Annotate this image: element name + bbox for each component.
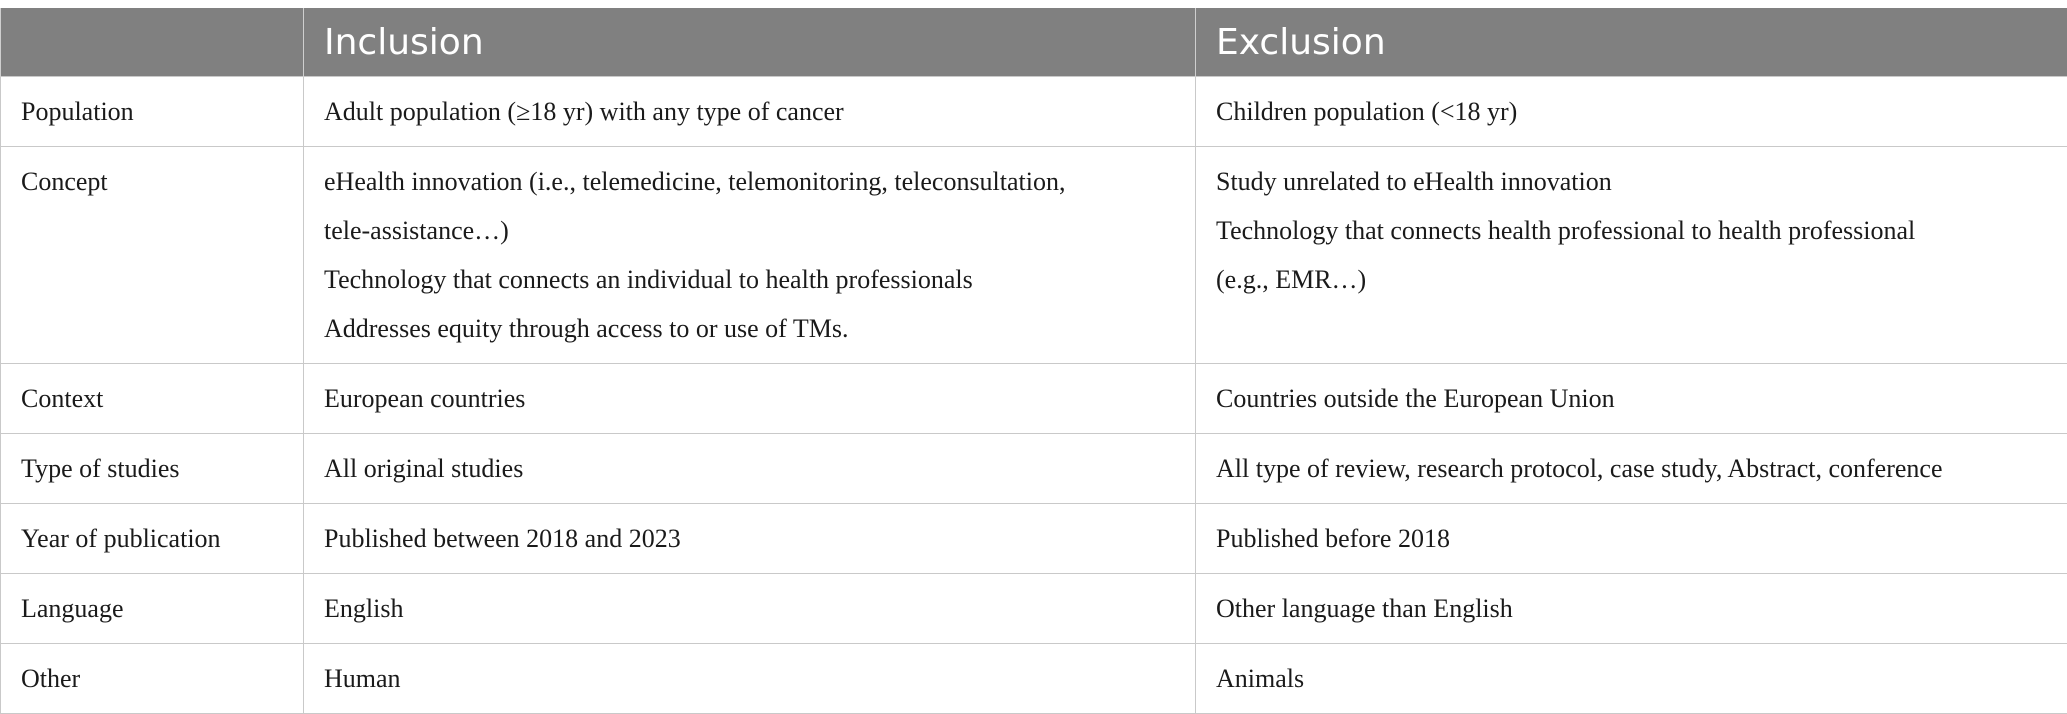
exclusion-text: Children population (<18 yr) — [1216, 87, 2047, 136]
row-label: Type of studies — [1, 434, 304, 504]
inclusion-cell — [304, 77, 1196, 147]
row-label: Population — [1, 77, 304, 147]
exclusion-text: Study unrelated to eHealth innovation — [1216, 157, 2047, 206]
inclusion-cell — [304, 364, 1196, 434]
inclusion-text: eHealth innovation (i.e., telemedicine, telemonitoring, teleconsultation, — [324, 157, 1175, 206]
exclusion-text: Technology that connects health professional to health professional — [1216, 206, 2047, 255]
table-row-year-of-publication — [1, 504, 2067, 574]
exclusion-cell — [1196, 147, 2067, 364]
header-row — [1, 8, 2067, 77]
table-row-other — [1, 644, 2067, 714]
table-row-language — [1, 574, 2067, 644]
table-row-concept — [1, 147, 2067, 364]
table-row-context — [1, 364, 2067, 434]
inclusion-text: Published between 2018 and 2023 — [324, 514, 1175, 563]
inclusion-cell — [304, 147, 1196, 364]
exclusion-text: Other language than English — [1216, 584, 2047, 633]
exclusion-text: Published before 2018 — [1216, 514, 2047, 563]
exclusion-text: (e.g., EMR…) — [1216, 255, 2047, 304]
header-empty-cell — [1, 8, 304, 77]
table-body — [1, 77, 2067, 714]
row-label: Year of publication — [1, 504, 304, 574]
table-row-type-of-studies — [1, 434, 2067, 504]
inclusion-cell — [304, 574, 1196, 644]
exclusion-cell — [1196, 434, 2067, 504]
row-label: Context — [1, 364, 304, 434]
exclusion-cell — [1196, 504, 2067, 574]
inclusion-text: Adult population (≥18 yr) with any type of cancer — [324, 87, 1175, 136]
row-label: Other — [1, 644, 304, 714]
inclusion-text: European countries — [324, 374, 1175, 423]
inclusion-cell — [304, 434, 1196, 504]
row-label: Language — [1, 574, 304, 644]
row-label: Concept — [1, 147, 304, 364]
exclusion-text: All type of review, research protocol, case study, Abstract, conference — [1216, 444, 2047, 493]
inclusion-text: Addresses equity through access to or use of TMs. — [324, 304, 1175, 353]
inclusion-text: Technology that connects an individual to health professionals — [324, 255, 1175, 304]
inclusion-text: English — [324, 584, 1175, 633]
table-row-population — [1, 77, 2067, 147]
exclusion-text: Countries outside the European Union — [1216, 374, 2047, 423]
inclusion-text: Human — [324, 654, 1175, 703]
exclusion-cell — [1196, 574, 2067, 644]
table-header — [1, 8, 2067, 77]
header-inclusion: Inclusion — [304, 8, 1196, 77]
inclusion-cell — [304, 504, 1196, 574]
exclusion-text: Animals — [1216, 654, 2047, 703]
inclusion-text: All original studies — [324, 444, 1175, 493]
exclusion-cell — [1196, 644, 2067, 714]
inclusion-text: tele-assistance…) — [324, 206, 1175, 255]
inclusion-cell — [304, 644, 1196, 714]
criteria-table — [0, 8, 2067, 714]
exclusion-cell — [1196, 364, 2067, 434]
header-exclusion: Exclusion — [1196, 8, 2067, 77]
exclusion-cell — [1196, 77, 2067, 147]
